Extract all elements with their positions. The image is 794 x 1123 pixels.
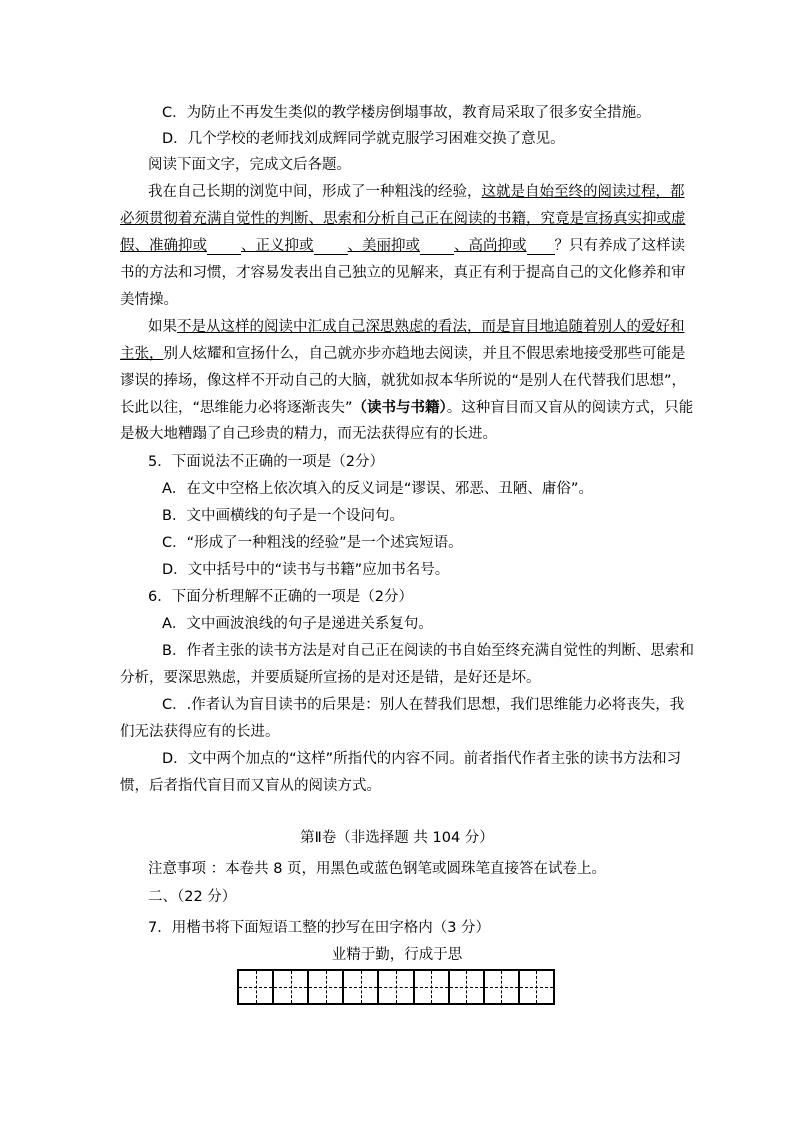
text: 。这种盲目而又盲从的阅读方式，只能 bbox=[446, 400, 694, 416]
q6-option-d-cont: 惯，后者指代盲目而又盲从的阅读方式。 bbox=[120, 778, 381, 794]
q5-stem: 5．下面说法不正确的一项是（2分） bbox=[148, 454, 384, 470]
grid-cell[interactable] bbox=[239, 971, 274, 1003]
blank bbox=[207, 240, 241, 255]
section-heading: 二、（22 分） bbox=[148, 889, 237, 905]
q5-option-b: B．文中画横线的句子是一个设问句。 bbox=[162, 508, 404, 524]
passage-line: 是极大地糟蹋了自己珍贵的精力，而无法获得应有的长进。 bbox=[120, 426, 497, 442]
passage-line bbox=[120, 345, 686, 363]
q6-option-c: C．.作者认为盲目读书的后果是：别人在替我们思想，我们思维能力必将丧失，我 bbox=[162, 697, 685, 713]
q6-option-b-cont: 分析，要深思熟虑，并要质疑所宣扬的是对还是错，是好还是坏。 bbox=[120, 670, 541, 686]
passage-line bbox=[120, 399, 694, 417]
grid-cell[interactable] bbox=[344, 971, 379, 1003]
q4-option-c: C．为防止不再发生类似的教学楼房倒塌事故，教育局采取了很多安全措施。 bbox=[162, 105, 651, 121]
underlined-text: 不是从这样的阅读中汇成自己深思熟虑的看法，而是盲目地追随着别人的爱好和 bbox=[177, 319, 685, 335]
grid-cell[interactable] bbox=[379, 971, 414, 1003]
q5-option-a: A．在文中空格上依次填入的反义词是“谬误、邪恶、丑陋、庸俗”。 bbox=[162, 481, 593, 497]
underlined-text: 这就是自始至终的阅读过程，都 bbox=[481, 184, 685, 200]
q5-option-d: D．文中括号中的“读书与书籍”应加书名号。 bbox=[162, 562, 450, 578]
q4-option-d: D．几个学校的老师找刘成辉同学就克服学习困难交换了意见。 bbox=[162, 131, 565, 147]
notice: 注意事项 ：本卷共 8 页，用黑色或蓝色钢笔或圆珠笔直接答在试卷上。 bbox=[148, 861, 607, 877]
q6-option-b: B．作者主张的读书方法是对自己正在阅读的书自始至终充满自觉性的判断、思索和 bbox=[162, 643, 694, 659]
grid-cell[interactable] bbox=[485, 971, 520, 1003]
blank bbox=[314, 240, 348, 255]
text: ？只有养成了这样读 bbox=[554, 238, 685, 254]
q6-stem: 6．下面分析理解不正确的一项是（2分） bbox=[148, 589, 413, 605]
phrase-to-copy: 业精于勤，行成于思 bbox=[331, 947, 463, 963]
source-citation: （读书与书籍） bbox=[352, 400, 447, 416]
q7-stem: 7．用楷书将下面短语工整的抄写在田字格内（3 分） bbox=[148, 920, 491, 936]
text: 别人炫耀和宣扬什么，自己就亦步亦趋地去阅读，并且不假思索地接受那些可能是 bbox=[163, 346, 686, 362]
blank bbox=[420, 240, 454, 255]
underlined-text: 、美丽抑或 bbox=[347, 238, 420, 254]
passage-line: 美情操。 bbox=[120, 292, 178, 308]
underlined-text: 假、准确抑或 bbox=[120, 238, 207, 254]
text: 我在自己长期的浏览中间，形成了一种粗浅的经验， bbox=[148, 184, 482, 200]
grid-cell[interactable] bbox=[450, 971, 485, 1003]
reading-instruction: 阅读下面文字，完成文后各题。 bbox=[148, 157, 351, 173]
grid-cell[interactable] bbox=[520, 971, 553, 1003]
q6-option-c-cont: 们无法获得应有的长进。 bbox=[120, 724, 280, 740]
tianzige-grid bbox=[237, 969, 555, 1005]
passage-line bbox=[148, 318, 685, 336]
blank bbox=[527, 240, 555, 255]
underlined-text: 主张， bbox=[120, 346, 164, 362]
underlined-text: 、高尚抑或 bbox=[454, 238, 527, 254]
text: 长此以往，“思维能力必将逐渐丧失” bbox=[120, 400, 353, 416]
passage-line: 书的方法和习惯，才容易发表出自己独立的见解来，真正有利于提高自己的文化修养和审 bbox=[120, 265, 686, 281]
grid-cell[interactable] bbox=[274, 971, 309, 1003]
q6-option-d: D．文中两个加点的“这样”所指代的内容不同。前者指代作者主张的读书方法和习 bbox=[162, 751, 682, 767]
underlined-text: 必须贯彻着充满自觉性的判断、思索和分析自己正在阅读的书籍，究竟是宣扬真实抑或虚 bbox=[120, 211, 686, 227]
q5-option-c: C．“形成了一种粗浅的经验”是一个述宾短语。 bbox=[162, 535, 463, 551]
part2-title: 第Ⅱ卷（非选择题 共 104 分） bbox=[300, 830, 494, 846]
q6-option-a: A．文中画波浪线的句子是递进关系复句。 bbox=[162, 616, 433, 632]
grid-cell[interactable] bbox=[415, 971, 450, 1003]
passage-line bbox=[148, 183, 685, 201]
passage-line: 谬误的捧场，像这样不开动自己的大脑，就犹如叔本华所说的“是别人在代替我们思想”， bbox=[120, 373, 687, 389]
text: 如果 bbox=[148, 319, 177, 335]
underlined-text: 、正义抑或 bbox=[241, 238, 314, 254]
passage-line bbox=[120, 237, 685, 255]
grid-cell[interactable] bbox=[309, 971, 344, 1003]
